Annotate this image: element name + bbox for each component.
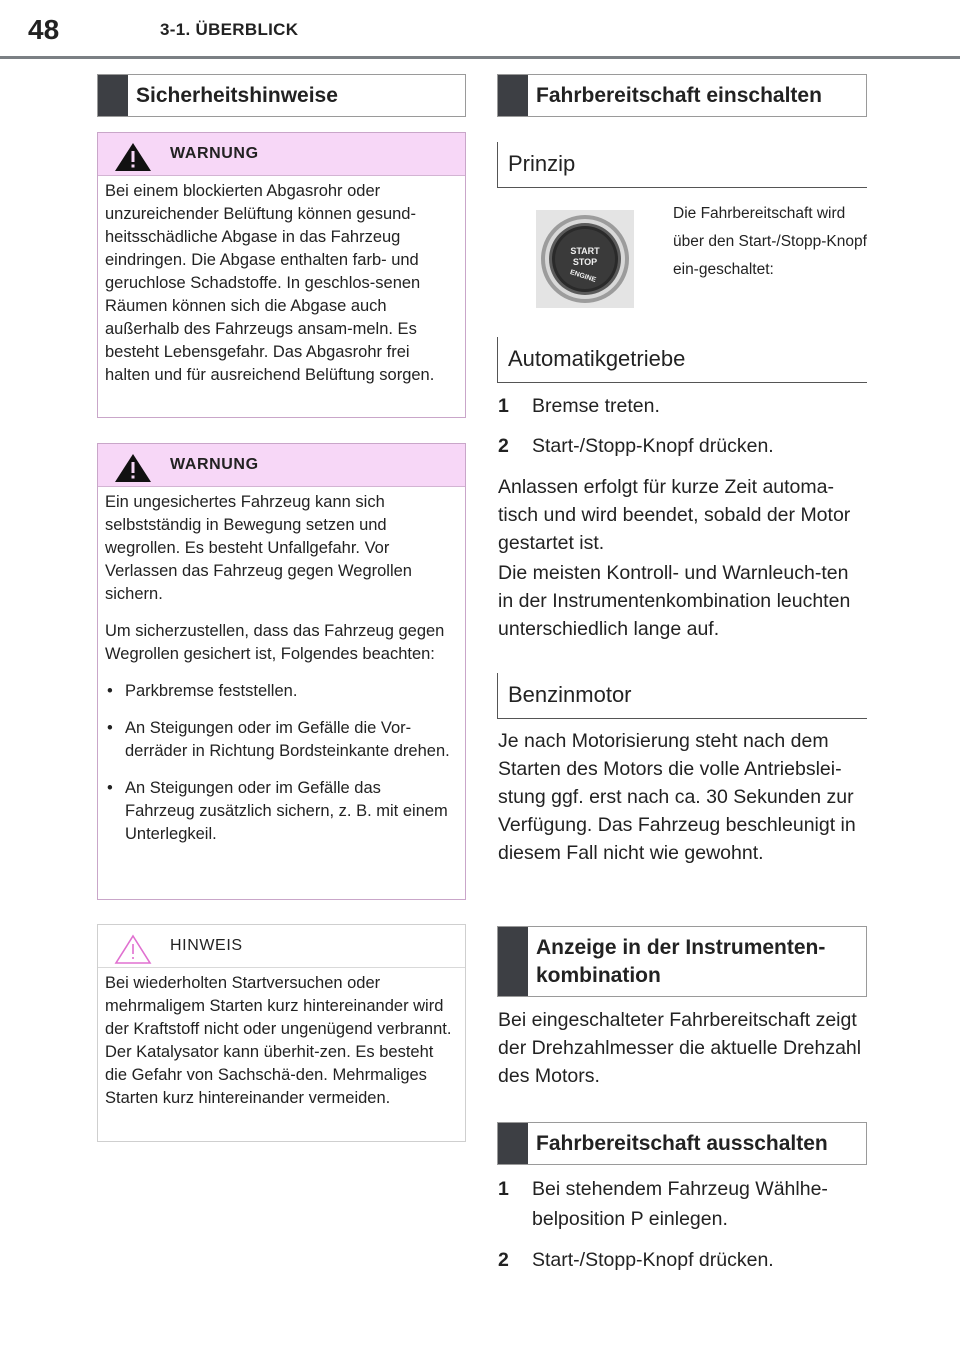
step-text: Start-/Stopp-Knopf drücken. xyxy=(532,1249,774,1271)
note-header xyxy=(98,925,465,968)
section-title: Fahrbereitschaft ausschalten xyxy=(536,1131,828,1155)
section-title: Fahrbereitschaft einschalten xyxy=(536,83,822,107)
bullet: • xyxy=(107,779,113,797)
section-header-safety xyxy=(97,74,466,117)
page-number: 48 xyxy=(28,14,60,45)
paragraph: Je nach Motorisierung steht nach dem Starten des Motors die volle Antriebslei-stung ggf. erst nach ca. 30 Sekunden zur Verfügung. Das Fahrzeug beschleunigt in diesem Fall nicht wie gewohnt. xyxy=(498,730,856,864)
section-bar xyxy=(498,75,528,116)
bullet: • xyxy=(107,682,113,700)
warning-list xyxy=(105,680,455,846)
section-title-line: kombination xyxy=(536,963,661,987)
warning-paragraph: Ein ungesichertes Fahrzeug kann sich selbstständig in Bewegung setzen und wegrollen. Es besteht Unfallgefahr. Vor Verlassen das Fahrzeug gegen Wegrollen sichern. xyxy=(105,493,412,603)
start-stop-button-image xyxy=(536,210,634,308)
header-rule xyxy=(0,56,960,59)
subheading-benzin xyxy=(497,673,867,719)
note-triangle-icon xyxy=(114,934,152,964)
warning-label: WARNUNG xyxy=(170,456,259,473)
list-item xyxy=(105,680,455,703)
warning-triangle-icon xyxy=(114,142,152,172)
paragraph: Anlassen erfolgt für kurze Zeit automa-tisch und wird beendet, sobald der Motor gestartet ist. xyxy=(498,476,851,554)
warning-label: WARNUNG xyxy=(170,145,259,162)
button-label-engine: ENGINE xyxy=(568,268,597,284)
step-number: 1 xyxy=(498,395,509,417)
subheading-automatik xyxy=(497,337,867,383)
warning-triangle-icon xyxy=(114,453,152,483)
section-bar xyxy=(498,927,528,996)
chapter-title: 3-1. ÜBERBLICK xyxy=(160,20,299,39)
button-label-start: START xyxy=(570,246,600,256)
warning-paragraph: Um sicherzustellen, dass das Fahrzeug gegen Wegrollen gesichert ist, Folgendes beachten: xyxy=(105,622,445,663)
paragraph: Bei eingeschalteter Fahrbereitschaft zeigt der Drehzahlmesser die aktuelle Drehzahl des Motors. xyxy=(498,1009,862,1087)
section-title xyxy=(536,934,825,990)
section-title-line: Anzeige in der Instrumenten- xyxy=(536,935,826,959)
list-item-text: An Steigungen oder im Gefälle die Vor-derräder in Richtung Bordsteinkante drehen. xyxy=(125,719,450,760)
warning-header xyxy=(98,133,465,176)
section-header-enable xyxy=(497,74,867,117)
note-text: Bei wiederholten Startversuchen oder mehrmaligem Starten kurz hintereinander wird der Kraftstoff nicht oder ungenügend verbrannt. Der Katalysator kann überhit-zen. Es besteht die Gefahr von Sachschä-den. Mehrmaliges Starten kurz hintereinander vermeiden. xyxy=(105,974,452,1107)
section-header-display xyxy=(497,926,867,997)
list-item xyxy=(105,717,455,763)
section-bar xyxy=(98,75,128,116)
paragraph: Die meisten Kontroll- und Warnleuch-ten in der Instrumentenkombination leuchten unterschiedlich lange auf. xyxy=(498,562,851,640)
step-text: Start-/Stopp-Knopf drücken. xyxy=(532,435,774,457)
list-item-text: An Steigungen oder im Gefälle das Fahrzeug zusätzlich sichern, z. B. mit einem Unterlegkeil. xyxy=(125,779,448,843)
note-box-catalyst xyxy=(97,924,466,1142)
bullet: • xyxy=(107,719,113,737)
step-text: Bremse treten. xyxy=(532,395,660,417)
subheading-text: Benzinmotor xyxy=(508,682,632,707)
step-number: 2 xyxy=(498,1249,509,1271)
list-item xyxy=(105,777,455,846)
button-label-stop: STOP xyxy=(572,257,598,267)
image-caption: Die Fahrbereitschaft wird über den Start-/Stopp-Knopf ein-geschaltet: xyxy=(673,205,867,278)
note-label: HINWEIS xyxy=(170,937,243,954)
start-stop-button-icon xyxy=(536,210,634,308)
step-text: Bei stehendem Fahrzeug Wählhe-belposition P einlegen. xyxy=(532,1178,828,1230)
step-item xyxy=(498,1174,868,1238)
section-header-disable xyxy=(497,1122,867,1165)
subheading-text: Prinzip xyxy=(508,151,576,176)
warning-text: Bei einem blockierten Abgasrohr oder unzureichender Belüftung können gesund-heitsschädliche Abgase in das Fahrzeug eindringen. Die Abgase enthalten farb- und geruchlose Schadstoffe. In geschlos-senen Räumen können sich die Abgase auch außerhalb des Fahrzeugs ansam-meln. Es besteht Lebensgefahr. Das Abgasrohr frei halten und für ausreichend Belüftung sorgen. xyxy=(105,182,435,384)
warning-body xyxy=(98,487,465,854)
section-bar xyxy=(498,1123,528,1164)
subheading-prinzip xyxy=(497,142,867,188)
step-number: 1 xyxy=(498,1178,509,1200)
warning-header xyxy=(98,444,465,487)
list-item-text: Parkbremse feststellen. xyxy=(125,682,298,700)
section-title: Sicherheitshinweise xyxy=(136,83,338,107)
warning-box-exhaust xyxy=(97,132,466,418)
step-number: 2 xyxy=(498,435,509,457)
subheading-text: Automatikgetriebe xyxy=(508,346,686,371)
warning-box-rolling xyxy=(97,443,466,900)
